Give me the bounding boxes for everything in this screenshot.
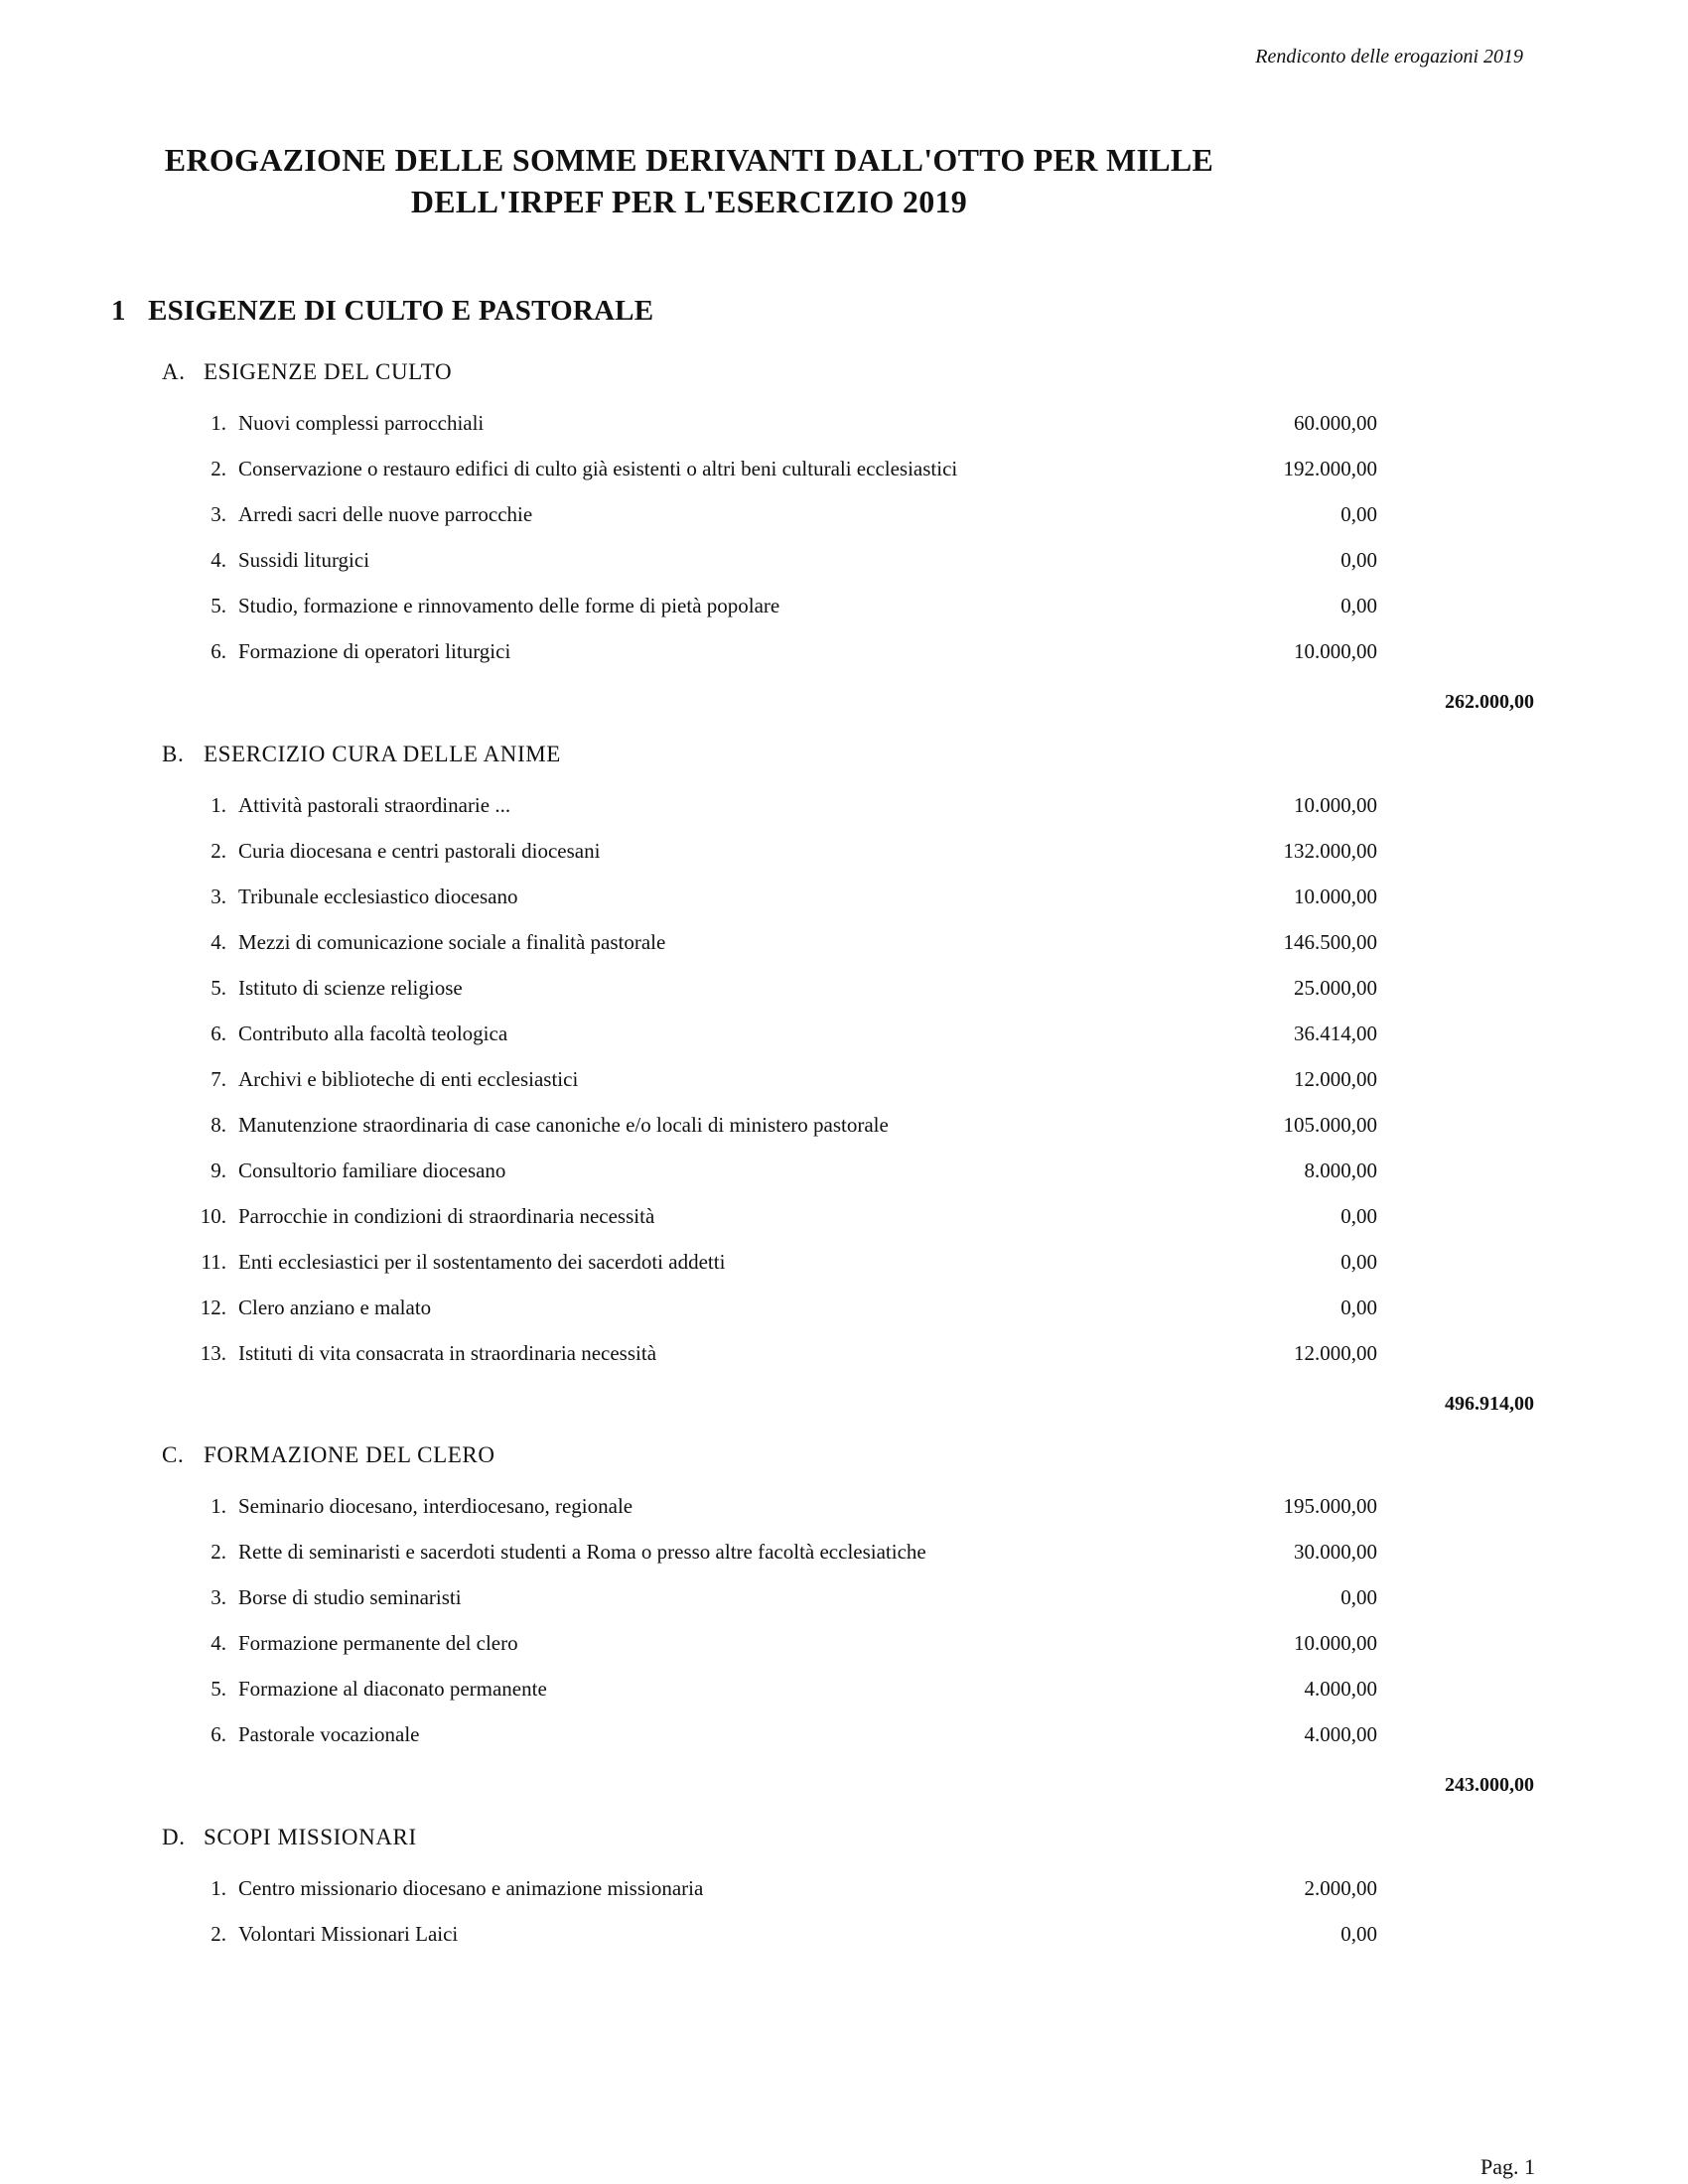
item-amount: 60.000,00 — [1294, 411, 1377, 435]
item-number: 13. — [200, 1341, 226, 1365]
group-name: SCOPI MISSIONARI — [204, 1825, 417, 1849]
list-item — [0, 1022, 1688, 1051]
header-note: Rendiconto delle erogazioni 2019 — [1255, 46, 1523, 68]
group-name: ESIGENZE DEL CULTO — [204, 359, 453, 384]
item-label: Attività pastorali straordinarie ... — [238, 793, 511, 817]
item-label: Enti ecclesiastici per il sostentamento dei sacerdoti addetti — [238, 1250, 726, 1274]
item-label: Tribunale ecclesiastico diocesano — [238, 885, 518, 908]
list-item — [0, 1296, 1688, 1325]
item-amount: 0,00 — [1340, 1250, 1377, 1274]
title-line-2: DELL'IRPEF PER L'ESERCIZIO 2019 — [410, 184, 968, 219]
item-label: Manutenzione straordinaria di case canoniche e/o locali di ministero pastorale — [238, 1113, 889, 1137]
item-number: 11. — [201, 1250, 226, 1274]
group-subtotal: 243.000,00 — [1445, 1774, 1534, 1796]
item-number: 6. — [211, 1022, 226, 1045]
item-label: Curia diocesana e centri pastorali diocesani — [238, 839, 601, 863]
list-item — [0, 1204, 1688, 1234]
page-number: Pag. 1 — [1480, 2154, 1535, 2179]
item-number: 5. — [211, 1677, 226, 1701]
group-letter: B. — [162, 742, 185, 766]
group-name: FORMAZIONE DEL CLERO — [204, 1442, 495, 1467]
item-number: 4. — [211, 548, 226, 572]
list-item — [0, 1341, 1688, 1371]
item-number: 10. — [200, 1204, 226, 1228]
section-number: 1 — [111, 295, 126, 327]
item-label: Seminario diocesano, interdiocesano, regionale — [238, 1494, 633, 1518]
item-label: Borse di studio seminaristi — [238, 1585, 462, 1609]
item-amount: 12.000,00 — [1294, 1067, 1377, 1091]
item-amount: 0,00 — [1340, 502, 1377, 526]
item-amount: 0,00 — [1340, 1204, 1377, 1228]
item-number: 6. — [211, 639, 226, 663]
list-item — [0, 1722, 1688, 1752]
item-number: 2. — [211, 457, 226, 480]
item-number: 5. — [211, 976, 226, 1000]
item-label: Parrocchie in condizioni di straordinaria necessità — [238, 1204, 655, 1228]
list-item — [0, 1250, 1688, 1280]
item-label: Centro missionario diocesano e animazione missionaria — [238, 1876, 704, 1900]
list-item — [0, 1677, 1688, 1706]
item-amount: 8.000,00 — [1304, 1159, 1377, 1182]
item-amount: 10.000,00 — [1294, 1631, 1377, 1655]
list-item — [0, 411, 1688, 441]
item-amount: 146.500,00 — [1283, 930, 1377, 954]
item-label: Clero anziano e malato — [238, 1296, 432, 1319]
item-amount: 0,00 — [1340, 594, 1377, 617]
item-label: Volontari Missionari Laici — [238, 1922, 459, 1946]
item-number: 3. — [211, 502, 226, 526]
list-item — [0, 1159, 1688, 1188]
item-amount: 4.000,00 — [1304, 1677, 1377, 1701]
item-amount: 195.000,00 — [1283, 1494, 1377, 1518]
list-item — [0, 1540, 1688, 1570]
list-item — [0, 1631, 1688, 1661]
item-amount: 10.000,00 — [1294, 885, 1377, 908]
list-item — [0, 1585, 1688, 1615]
group-title — [162, 359, 452, 385]
item-label: Mezzi di comunicazione sociale a finalità pastorale — [238, 930, 666, 954]
list-item — [0, 502, 1688, 532]
item-label: Istituti di vita consacrata in straordinaria necessità — [238, 1341, 657, 1365]
list-item — [0, 639, 1688, 669]
item-amount: 105.000,00 — [1283, 1113, 1377, 1137]
item-label: Formazione permanente del clero — [238, 1631, 518, 1655]
item-amount: 132.000,00 — [1283, 839, 1377, 863]
list-item — [0, 1113, 1688, 1143]
list-item — [0, 1922, 1688, 1952]
item-number: 1. — [211, 1876, 226, 1900]
group-subtotal: 496.914,00 — [1445, 1393, 1534, 1415]
group-title — [162, 1442, 495, 1468]
list-item — [0, 885, 1688, 914]
item-amount: 10.000,00 — [1294, 793, 1377, 817]
item-number: 2. — [211, 839, 226, 863]
item-amount: 2.000,00 — [1304, 1876, 1377, 1900]
item-amount: 0,00 — [1340, 548, 1377, 572]
item-label: Rette di seminaristi e sacerdoti studenti a Roma o presso altre facoltà ecclesiatiche — [238, 1540, 926, 1564]
item-amount: 30.000,00 — [1294, 1540, 1377, 1564]
item-label: Nuovi complessi parrocchiali — [238, 411, 485, 435]
item-label: Contributo alla facoltà teologica — [238, 1022, 508, 1045]
item-number: 5. — [211, 594, 226, 617]
item-number: 7. — [211, 1067, 226, 1091]
item-amount: 0,00 — [1340, 1296, 1377, 1319]
item-amount: 36.414,00 — [1294, 1022, 1377, 1045]
page-title — [0, 139, 1378, 222]
list-item — [0, 457, 1688, 486]
item-amount: 25.000,00 — [1294, 976, 1377, 1000]
item-number: 1. — [211, 411, 226, 435]
item-amount: 0,00 — [1340, 1585, 1377, 1609]
item-label: Formazione al diaconato permanente — [238, 1677, 547, 1701]
list-item — [0, 548, 1688, 578]
item-label: Arredi sacri delle nuove parrocchie — [238, 502, 533, 526]
list-item — [0, 594, 1688, 623]
item-label: Studio, formazione e rinnovamento delle forme di pietà popolare — [238, 594, 780, 617]
group-title — [162, 1825, 417, 1850]
item-label: Sussidi liturgici — [238, 548, 370, 572]
item-number: 2. — [211, 1922, 226, 1946]
item-amount: 12.000,00 — [1294, 1341, 1377, 1365]
item-number: 12. — [200, 1296, 226, 1319]
group-letter: C. — [162, 1442, 185, 1467]
item-amount: 0,00 — [1340, 1922, 1377, 1946]
item-number: 8. — [211, 1113, 226, 1137]
item-number: 4. — [211, 930, 226, 954]
item-amount: 192.000,00 — [1283, 457, 1377, 480]
item-number: 9. — [211, 1159, 226, 1182]
item-amount: 10.000,00 — [1294, 639, 1377, 663]
list-item — [0, 793, 1688, 823]
item-number: 4. — [211, 1631, 226, 1655]
group-name: ESERCIZIO CURA DELLE ANIME — [204, 742, 561, 766]
list-item — [0, 930, 1688, 960]
title-line-1: EROGAZIONE DELLE SOMME DERIVANTI DALL'OTTO PER MILLE — [164, 142, 1214, 178]
group-letter: D. — [162, 1825, 186, 1849]
item-label: Consultorio familiare diocesano — [238, 1159, 506, 1182]
list-item — [0, 839, 1688, 869]
group-subtotal: 262.000,00 — [1445, 691, 1534, 713]
item-label: Conservazione o restauro edifici di culto già esistenti o altri beni culturali ecclesiastici — [238, 457, 958, 480]
group-title — [162, 742, 561, 767]
list-item — [0, 976, 1688, 1006]
item-number: 6. — [211, 1722, 226, 1746]
item-number: 1. — [211, 1494, 226, 1518]
list-item — [0, 1067, 1688, 1097]
item-number: 3. — [211, 1585, 226, 1609]
item-label: Archivi e biblioteche di enti ecclesiastici — [238, 1067, 579, 1091]
list-item — [0, 1494, 1688, 1524]
item-number: 1. — [211, 793, 226, 817]
item-label: Pastorale vocazionale — [238, 1722, 420, 1746]
item-label: Formazione di operatori liturgici — [238, 639, 511, 663]
item-amount: 4.000,00 — [1304, 1722, 1377, 1746]
section-heading — [111, 295, 653, 328]
list-item — [0, 1876, 1688, 1906]
item-number: 3. — [211, 885, 226, 908]
section-label: ESIGENZE DI CULTO E PASTORALE — [148, 295, 654, 327]
group-letter: A. — [162, 359, 186, 384]
item-number: 2. — [211, 1540, 226, 1564]
item-label: Istituto di scienze religiose — [238, 976, 463, 1000]
